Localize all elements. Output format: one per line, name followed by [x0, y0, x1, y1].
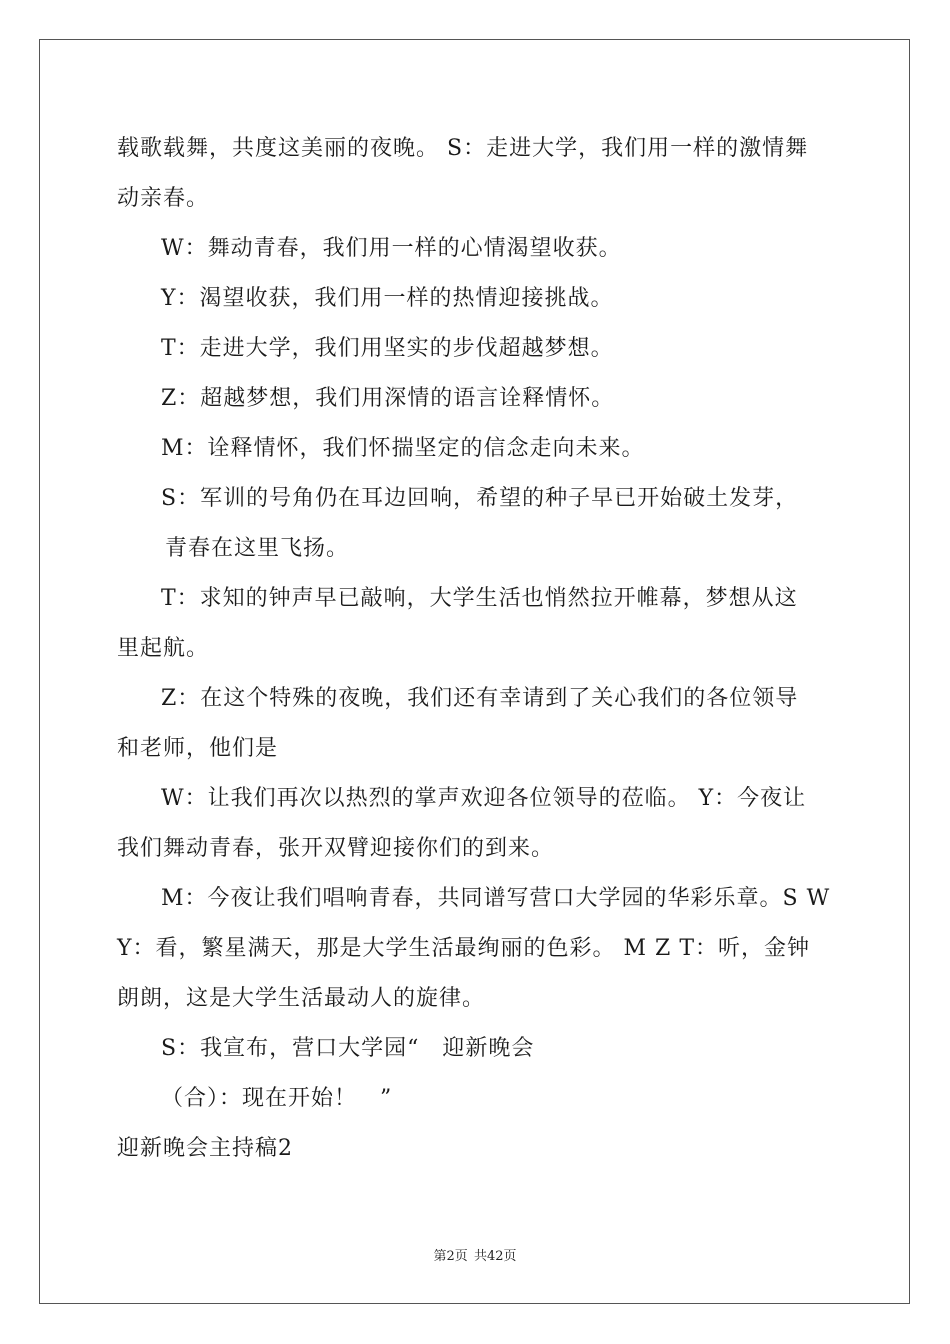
text-line: Z：超越梦想，我们用深情的语言诠释情怀。	[161, 386, 615, 411]
text-line: Y：看，繁星满天，那是大学生活最绚丽的色彩。 M Z T：听，金钟	[117, 936, 810, 961]
text-line: 青春在这里飞扬。	[165, 536, 350, 561]
text-line: 里起航。	[117, 636, 210, 661]
text-line: W：舞动青春，我们用一样的心情渴望收获。	[161, 236, 622, 261]
text-line: T：求知的钟声早已敲响，大学生活也悄然拉开帷幕，梦想从这	[161, 586, 798, 611]
text-line: W：让我们再次以热烈的掌声欢迎各位领导的莅临。 Y：今夜让	[161, 786, 807, 811]
text-line: M：诠释情怀，我们怀揣坚定的信念走向未来。	[161, 436, 645, 461]
text-line: （合）：现在开始！ ”	[161, 1086, 393, 1111]
text-line: 朗朗，这是大学生活最动人的旋律。	[117, 986, 486, 1011]
text-line: 动亲春。	[117, 186, 210, 211]
text-line: Z：在这个特殊的夜晚，我们还有幸请到了关心我们的各位领导	[161, 686, 799, 711]
page-border	[39, 39, 910, 1304]
page-footer	[0, 1248, 950, 1266]
page-number: 第2页	[433, 1249, 468, 1264]
text-line: 我们舞动青春，张开双臂迎接你们的到来。	[117, 836, 555, 861]
text-line: T：走进大学，我们用坚实的步伐超越梦想。	[161, 336, 614, 361]
text-line: 和老师，他们是	[117, 736, 279, 761]
text-line: S：我宣布，营口大学园“ 迎新晚会	[161, 1036, 535, 1061]
section-heading: 迎新晚会主持稿2	[117, 1136, 293, 1161]
text-line: S：军训的号角仍在耳边回响，希望的种子早已开始破土发芽，	[161, 486, 799, 511]
page-total: 共42页	[473, 1249, 517, 1264]
text-line: Y：渴望收获，我们用一样的热情迎接挑战。	[161, 286, 614, 311]
text-line: M：今夜让我们唱响青春，共同谱写营口大学园的华彩乐章。S W	[161, 886, 831, 911]
text-line: 载歌载舞，共度这美丽的夜晚。 S：走进大学，我们用一样的激情舞	[117, 136, 809, 161]
